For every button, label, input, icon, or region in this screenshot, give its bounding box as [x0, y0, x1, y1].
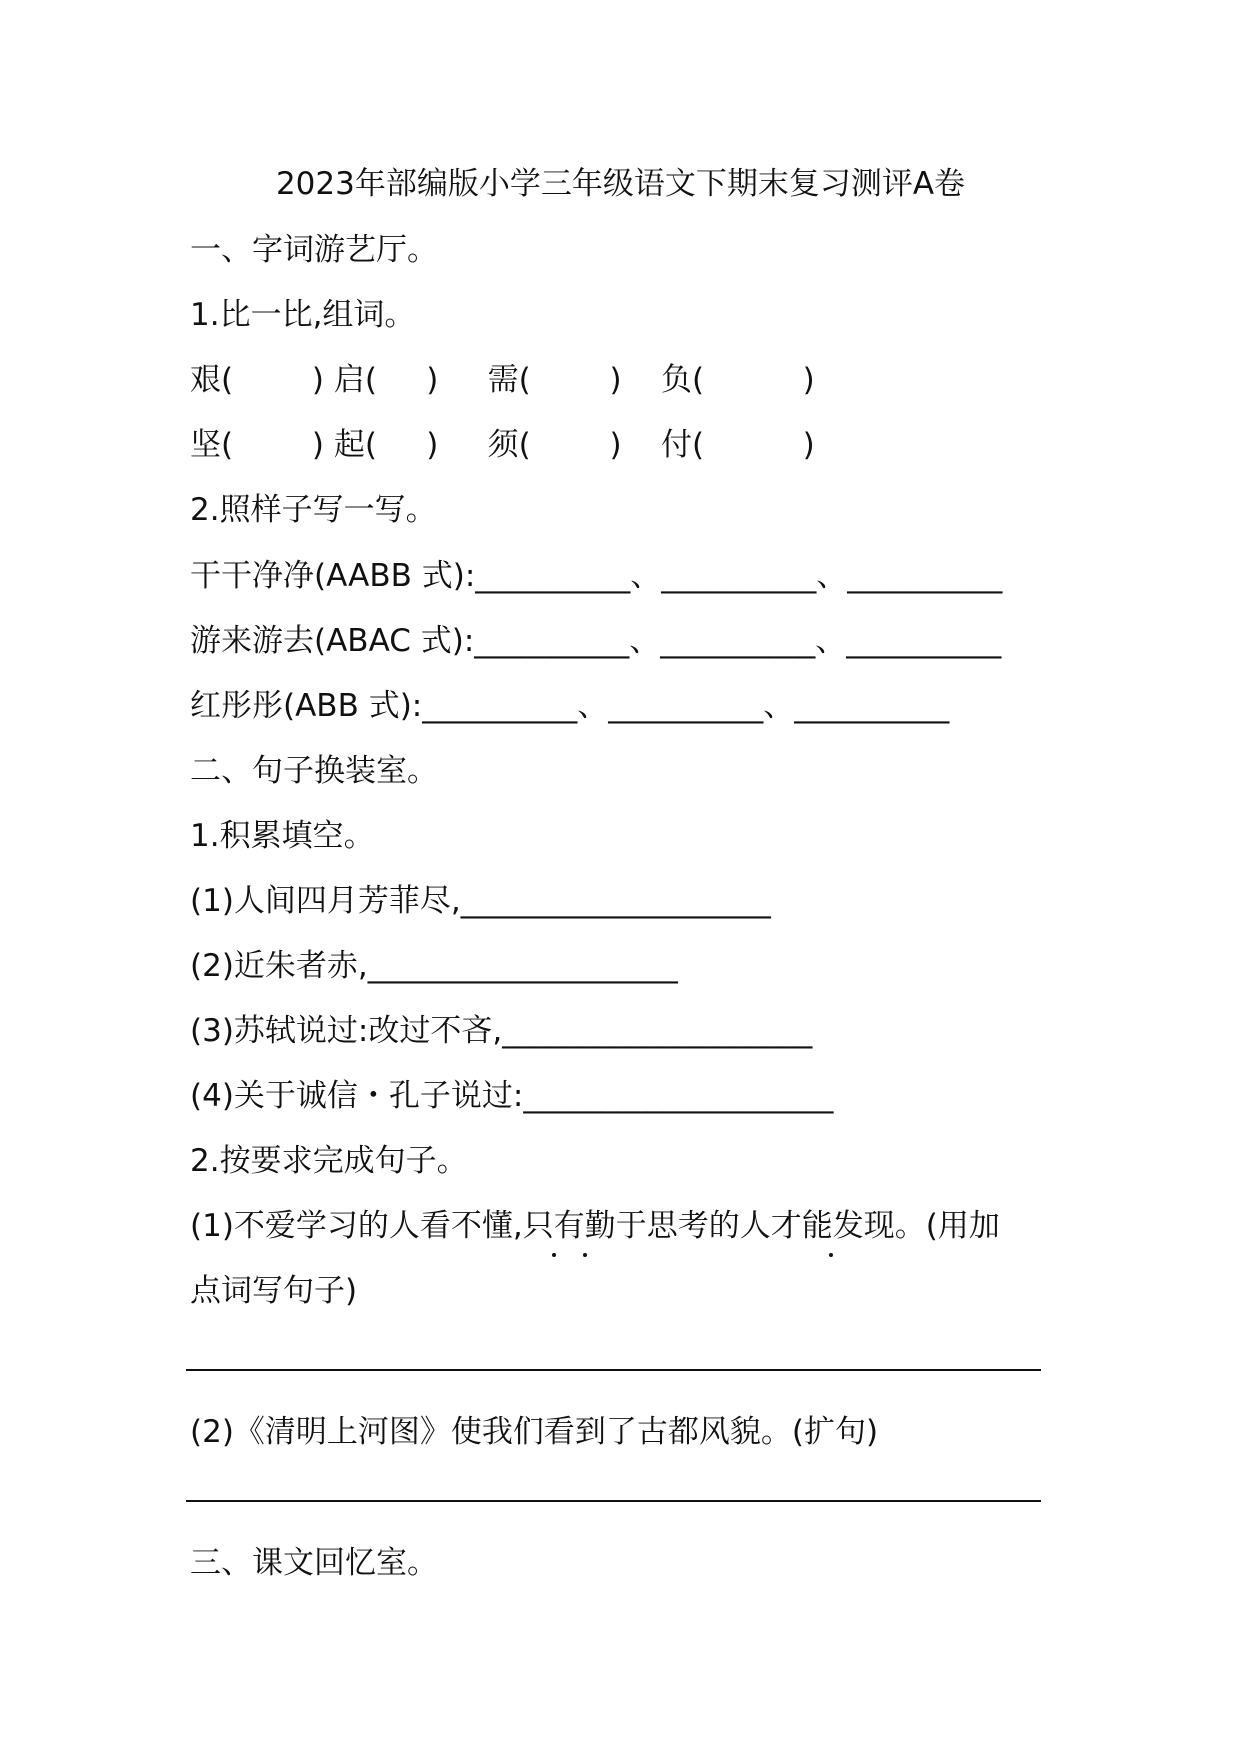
fill-item-1[interactable]: (1)人间四月芳菲尽,____________________	[190, 883, 771, 919]
emphasis-dot	[829, 1253, 833, 1257]
question-label-sentence: 2.按要求完成句子。	[190, 1143, 468, 1179]
word-compare-row-1[interactable]: 艰( ) 启( ) 需( ) 负( )	[190, 362, 815, 398]
emphasis-dot	[583, 1253, 587, 1257]
emphasis-dot	[552, 1253, 556, 1257]
question-label-compare: 1.比一比,组词。	[190, 297, 416, 333]
fill-item-4[interactable]: (4)关于诚信・孔子说过:____________________	[190, 1078, 834, 1114]
sentence-task-2: (2)《清明上河图》使我们看到了古都风貌。(扩句)	[190, 1414, 879, 1450]
pattern-row-abb[interactable]: 红彤彤(ABB 式):__________、__________、__________	[190, 688, 950, 724]
question-label-pattern: 2.照样子写一写。	[190, 492, 437, 528]
answer-line-2[interactable]	[186, 1500, 1041, 1502]
section-heading-3: 三、课文回忆室。	[190, 1545, 438, 1581]
word-compare-row-2[interactable]: 坚( ) 起( ) 须( ) 付( )	[190, 427, 815, 463]
answer-line-1[interactable]	[186, 1369, 1041, 1371]
section-heading-2: 二、句子换装室。	[190, 753, 438, 789]
sentence-task-1-line-2: 点词写句子)	[190, 1273, 358, 1309]
fill-item-3[interactable]: (3)苏轼说过:改过不吝,____________________	[190, 1013, 813, 1049]
section-heading-1: 一、字词游艺厅。	[190, 232, 438, 268]
pattern-row-aabb[interactable]: 干干净净(AABB 式):__________、__________、__________	[190, 558, 1003, 594]
fill-item-2[interactable]: (2)近朱者赤,____________________	[190, 948, 678, 984]
sentence-task-1-line-1: (1)不爱学习的人看不懂,只有勤于思考的人才能发现。(用加	[190, 1208, 1000, 1244]
pattern-row-abac[interactable]: 游来游去(ABAC 式):__________、__________、__________	[190, 623, 1002, 659]
question-label-fill: 1.积累填空。	[190, 818, 375, 854]
page-title: 2023年部编版小学三年级语文下期末复习测评A卷	[275, 166, 966, 202]
